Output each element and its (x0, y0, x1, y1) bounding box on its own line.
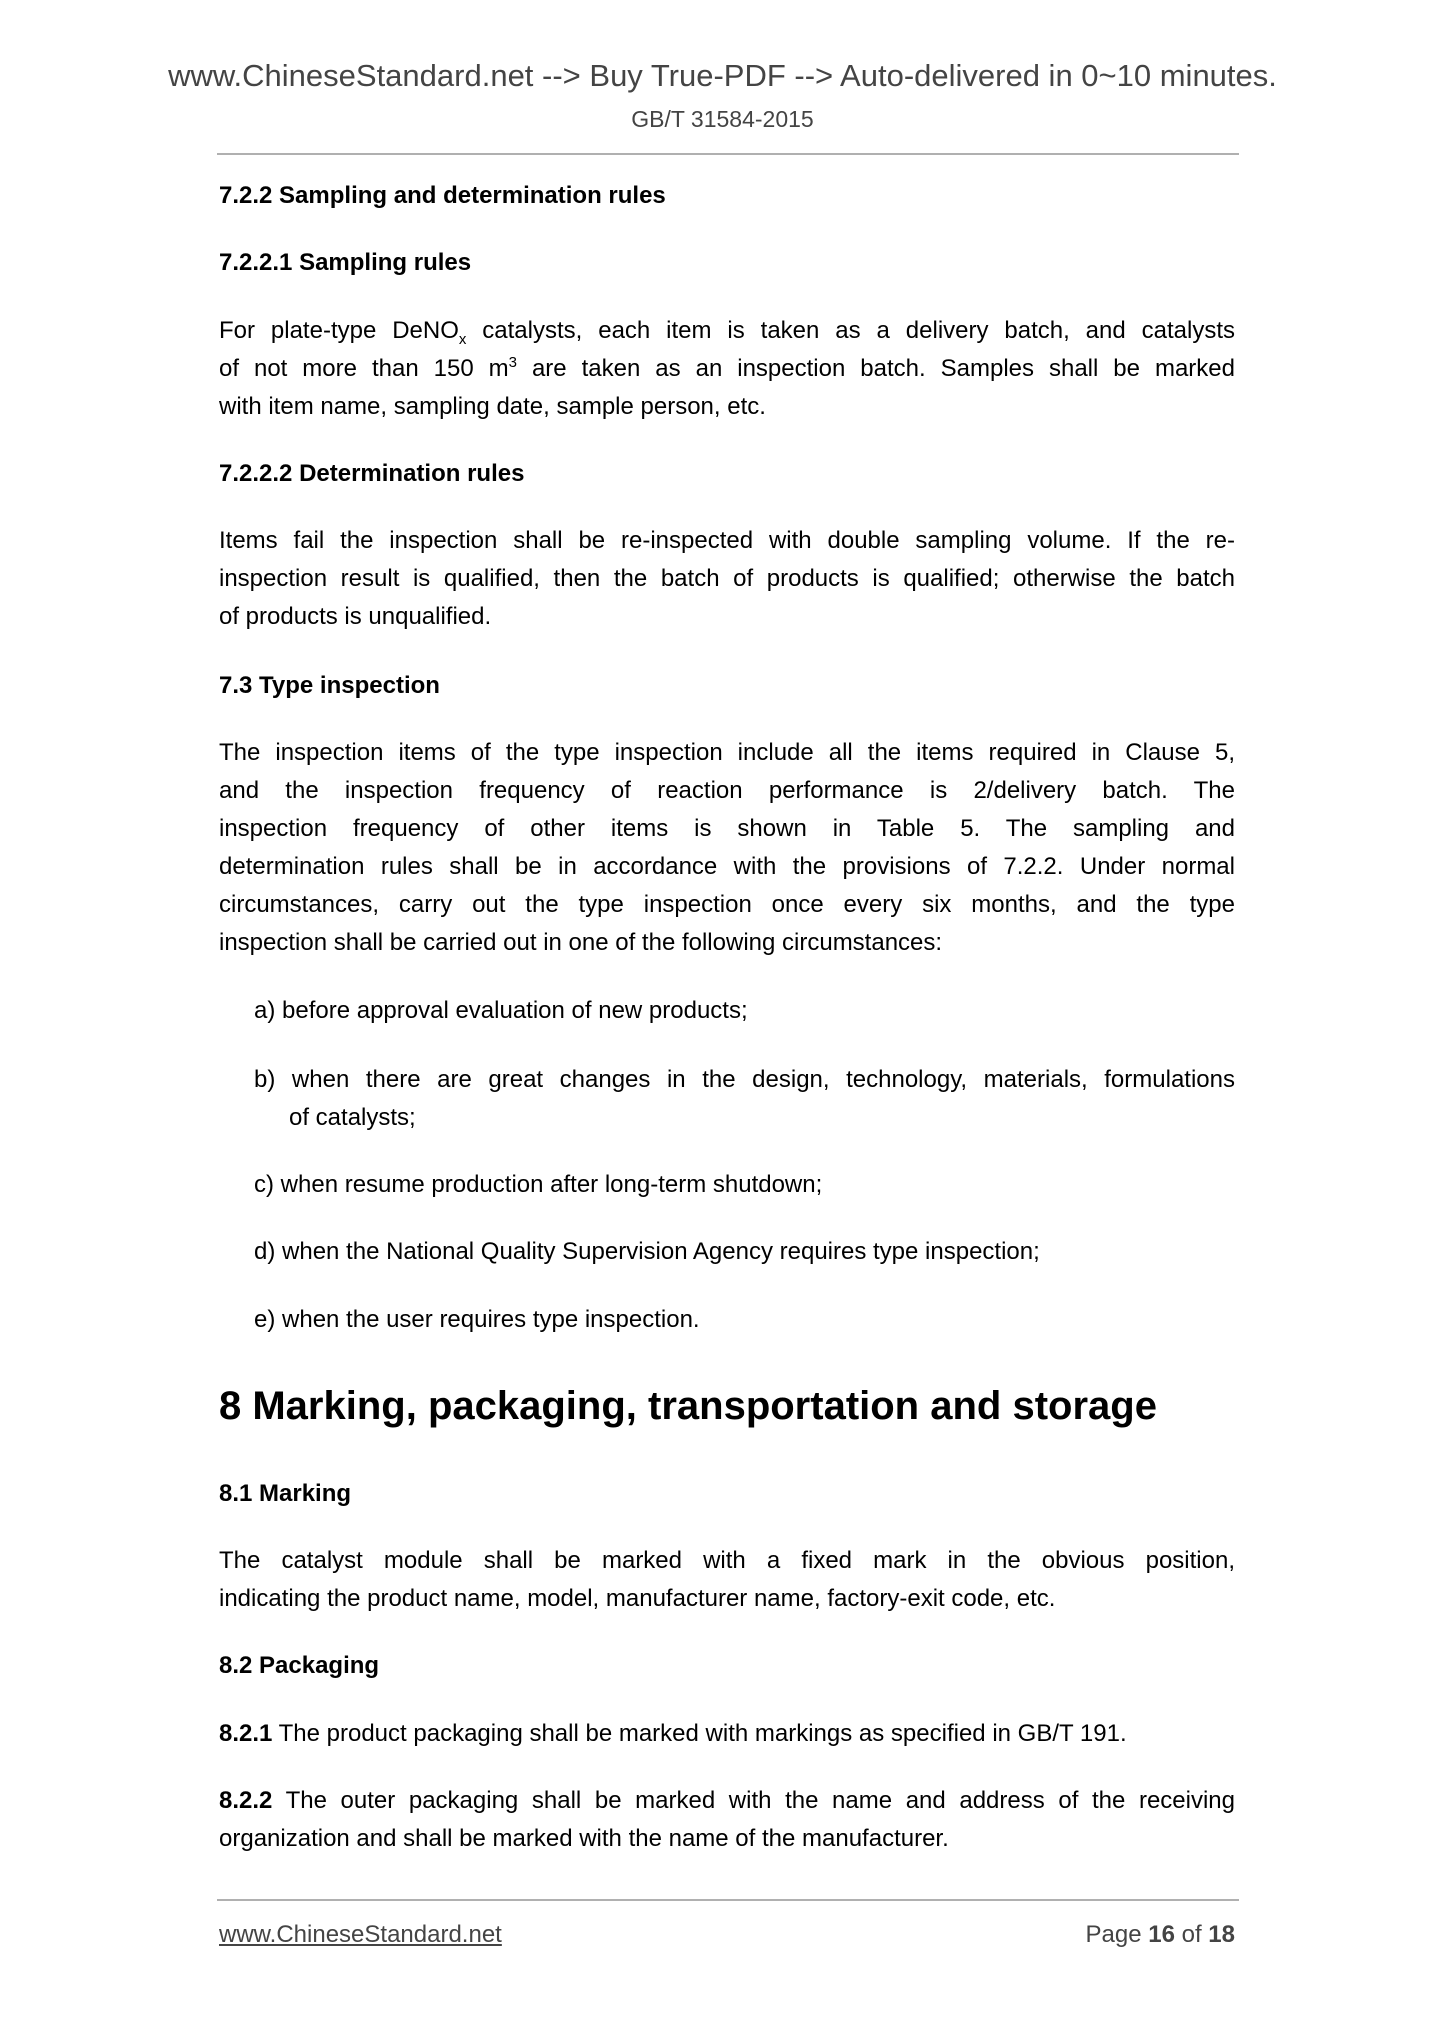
paragraph-marking (219, 1542, 1235, 1618)
list-item-d: d) when the National Quality Supervision Agency requires type inspection; (254, 1238, 1040, 1265)
text-line: inspection frequency of other items is shown in Table 5. The sampling and (219, 815, 1235, 842)
paragraph-type-inspection (219, 734, 1235, 962)
text-line: of catalysts; (289, 1104, 416, 1131)
heading-8-1: 8.1 Marking (219, 1480, 352, 1507)
paragraph-8-2-2 (219, 1782, 1235, 1858)
text-line: The inspection items of the type inspection include all the items required in Clause 5, (219, 739, 1235, 766)
paragraph-determination-rules (219, 522, 1235, 636)
page-indicator: Page 16 of 18 (1085, 1921, 1235, 1948)
heading-7-2-2: 7.2.2 Sampling and determination rules (219, 182, 666, 209)
paragraph-8-2-1 (219, 1715, 1235, 1753)
heading-7-2-2-1: 7.2.2.1 Sampling rules (219, 249, 472, 276)
text-line: b) when there are great changes in the design, technology, materials, formulations (254, 1066, 1235, 1093)
footer-divider (217, 1899, 1239, 1901)
paragraph-sampling-rules (219, 312, 1235, 426)
header-banner: www.ChineseStandard.net --> Buy True-PDF --> Auto-delivered in 0~10 minutes. (168, 58, 1277, 93)
text-line: of products is unqualified. (219, 603, 492, 630)
total-pages: 18 (1208, 1921, 1235, 1948)
text-line: with item name, sampling date, sample person, etc. (219, 393, 766, 420)
text-line: of not more than 150 $m^3$ are taken as an inspection batch. Samples shall be marked (219, 354, 1235, 382)
current-page: 16 (1148, 1921, 1175, 1948)
text-line: and the inspection frequency of reaction performance is 2/delivery batch. The (219, 777, 1235, 804)
list-item-a: a) before approval evaluation of new products; (254, 997, 748, 1024)
text-line: 8.2.2 The outer packaging shall be marked with the name and address of the receiving (219, 1787, 1235, 1814)
list-item-b (254, 1061, 1235, 1137)
heading-8-2: 8.2 Packaging (219, 1652, 380, 1679)
text-line: organization and shall be marked with the name of the manufacturer. (219, 1825, 949, 1852)
text-line: indicating the product name, model, manufacturer name, factory-exit code, etc. (219, 1585, 1056, 1612)
text-line: circumstances, carry out the type inspection once every six months, and the type (219, 891, 1235, 918)
list-item-c: c) when resume production after long-term shutdown; (254, 1171, 823, 1198)
text-line: inspection result is qualified, then the batch of products is qualified; otherwise the batch (219, 565, 1235, 592)
footer-link-wrap (219, 1921, 502, 1949)
heading-7-3: 7.3 Type inspection (219, 672, 440, 699)
text-line: For plate-type DeNO$_x$ catalysts, each item is taken as a delivery batch, and catalysts (219, 317, 1235, 348)
document-id: GB/T 31584-2015 (631, 106, 814, 132)
footer-website-link[interactable]: www.ChineseStandard.net (219, 1921, 502, 1948)
list-item-e: e) when the user requires type inspection. (254, 1306, 700, 1333)
heading-section-8: 8 Marking, packaging, transportation and storage (219, 1384, 1157, 1428)
header-divider (217, 153, 1239, 155)
text-line: 8.2.1 The product packaging shall be marked with markings as specified in GB/T 191. (219, 1720, 1127, 1747)
heading-7-2-2-2: 7.2.2.2 Determination rules (219, 460, 525, 487)
text-line: determination rules shall be in accordance with the provisions of 7.2.2. Under normal (219, 853, 1235, 880)
text-line: Items fail the inspection shall be re-inspected with double sampling volume. If the re- (219, 527, 1235, 554)
text-line: inspection shall be carried out in one of the following circumstances: (219, 929, 943, 956)
text-line: The catalyst module shall be marked with a fixed mark in the obvious position, (219, 1547, 1235, 1574)
